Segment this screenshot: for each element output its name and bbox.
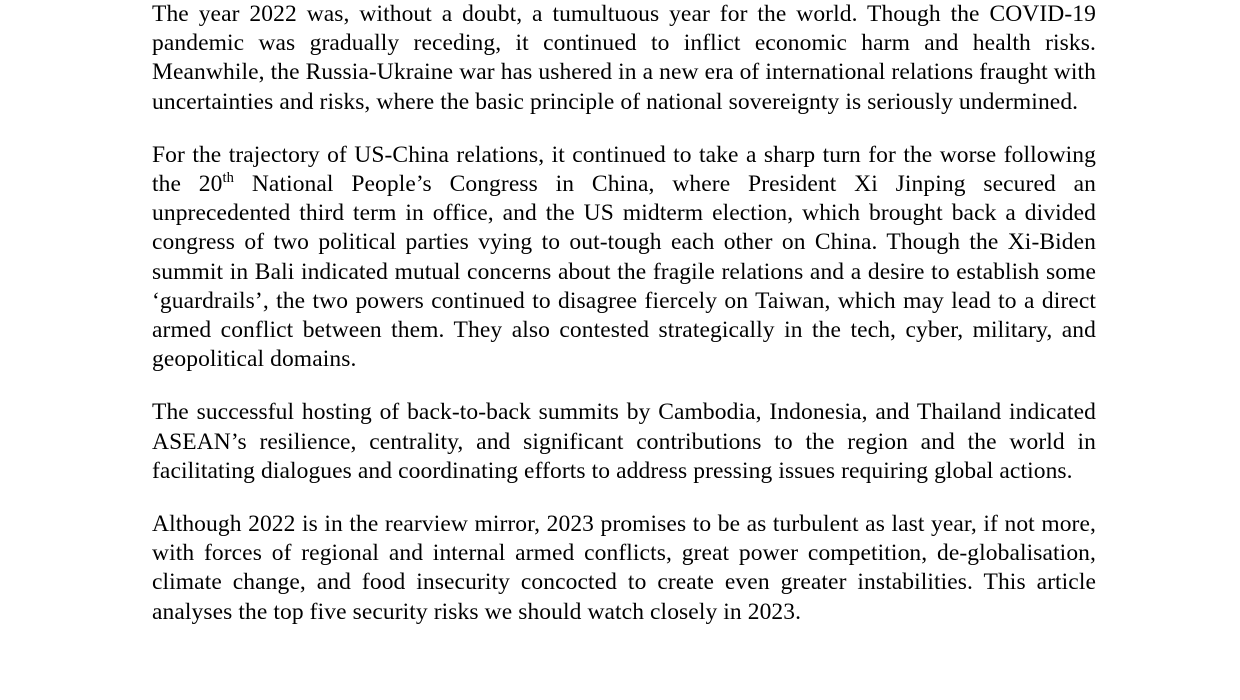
superscript-ordinal: th xyxy=(222,170,235,187)
document-body xyxy=(152,0,1096,627)
paragraph-3: The successful hosting of back-to-back summits by Cambodia, Indonesia, and Thailand indicated ASEAN’s resilience, centrality, and significant contributions to the region and the world in facilitating dialogues and coordinating efforts to address pressing issues requiring global actions. xyxy=(152,399,1096,484)
paragraph-4: Although 2022 is in the rearview mirror, 2023 promises to be as turbulent as last year, if not more, with forces of regional and internal armed conflicts, great power competition, de-globalisation, climate change, and food insecurity concocted to create even greater instabilities. This article analyses the top five security risks we should watch closely in 2023. xyxy=(152,511,1096,625)
paragraph-2: For the trajectory of US-China relations, it continued to take a sharp turn for the worse following the 20th National People’s Congress in China, where President Xi Jinping secured an unprecedented third term in office, and the US midterm election, which brought back a divided congress of two political parties vying to out-tough each other on China. Though the Xi-Biden summit in Bali indicated mutual concerns about the fragile relations and a desire to establish some ‘guardrails’, the two powers continued to disagree fiercely on Taiwan, which may lead to a direct armed conflict between them. They also contested strategically in the tech, cyber, military, and geopolitical domains. xyxy=(152,141,1097,373)
paragraph-1: The year 2022 was, without a doubt, a tumultuous year for the world. Though the COVID-19 pandemic was gradually receding, it continued to inflict economic harm and health risks. Meanwhile, the Russia-Ukraine war has ushered in a new era of international relations fraught with uncertainties and risks, where the basic principle of national sovereignty is seriously undermined. xyxy=(152,1,1096,115)
